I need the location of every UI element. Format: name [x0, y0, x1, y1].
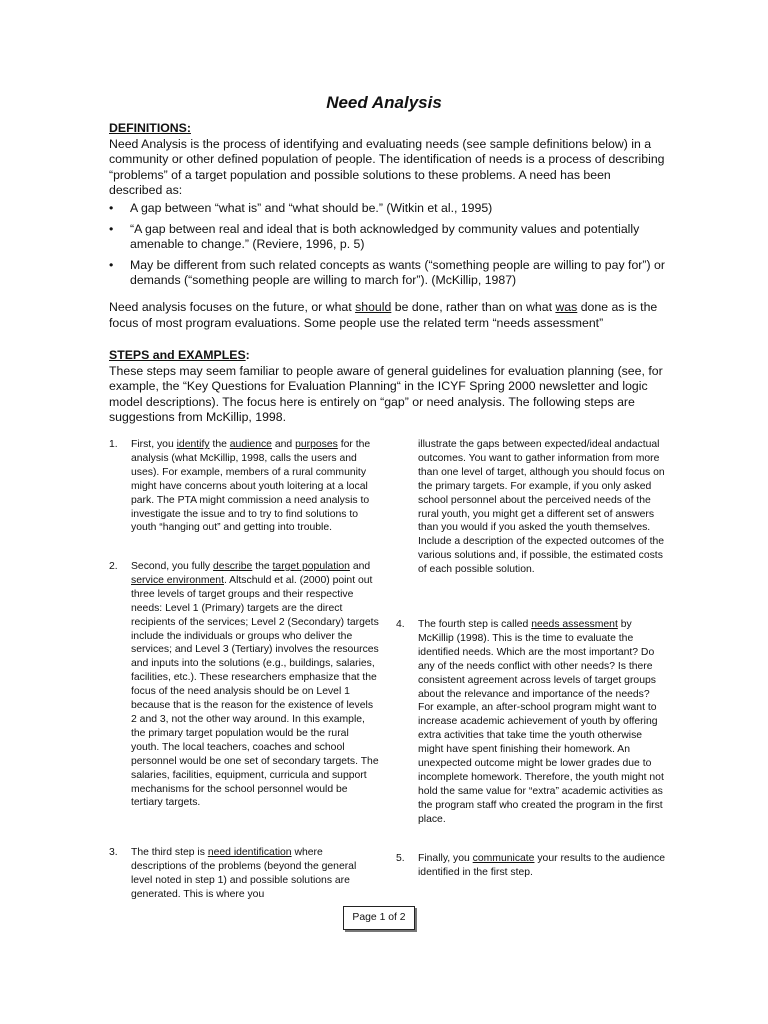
step-number: 3. — [109, 847, 118, 858]
page-title: Need Analysis — [326, 93, 442, 112]
step-item — [109, 438, 379, 535]
steps-heading: STEPS and EXAMPLES — [109, 348, 246, 362]
bullet-text: “A gap between real and ideal that is both acknowledged by community values and potentially amenable to change.” (Reviere, 1996, p. 5) — [130, 221, 640, 252]
step-span: Second, you fully — [131, 561, 214, 572]
step-text — [418, 852, 668, 880]
step-span: The fourth step is called — [418, 619, 532, 630]
step-keyword: purposes — [295, 439, 338, 450]
bullet-icon: • — [109, 221, 114, 236]
page-number-box: Page 1 of 2 — [343, 906, 415, 930]
step-span: and — [349, 561, 371, 572]
step-number: 1. — [109, 439, 118, 450]
step-item — [109, 846, 379, 902]
steps-heading-colon: : — [245, 348, 250, 362]
step-text — [131, 560, 379, 810]
bullet-item — [109, 222, 665, 253]
focus-text: be done, rather than on what — [391, 300, 556, 314]
step-keyword: communicate — [472, 853, 535, 864]
step-number: 5. — [396, 853, 405, 864]
step-item — [396, 852, 668, 880]
step-keyword: audience — [229, 439, 272, 450]
bullet-text: A gap between “what is” and “what should be.” (Witkin et al., 1995) — [130, 200, 493, 215]
step-span: the — [252, 561, 273, 572]
focus-underlined: was — [555, 300, 578, 314]
step-keyword: needs assessment — [531, 619, 618, 630]
bullet-icon: • — [109, 200, 114, 215]
bullet-icon: • — [109, 257, 114, 272]
step-item — [109, 560, 379, 810]
step-span: the — [209, 439, 230, 450]
step-span: . Altschuld et al. (2000) point out three levels of target groups and their respective needs: Level 1 (Primary) targets are the direct recipients of the services; Level 2 (Secondary) targets include the individuals or groups who deliver the services; and Level 3 (Tertiary) involves the resources and inputs into the solutions (e.g., buildings, salaries, facilities, etc.). These researchers emphasize that the focus of the need analysis should be on Level 1 because that is the reason for the existence of levels 2 and 3, not the other way around. In this example, the primary target population would be the rural youth. The local teachers, coaches and school personnel would be one set of secondary targets. The salaries, facilities, equipment, curricula and support mechanisms for the school personnel would be tertiary targets. — [131, 574, 379, 809]
step-continuation — [396, 438, 668, 577]
steps-intro: These steps may seem familiar to people aware of general guidelines for evaluation planning (see, for example, the “Key Questions for Evaluation Planning“ in the ICYF Spring 2000 newsletter and logic model descriptions). The focus here is entirely on “gap” or need analysis. The following steps are suggestions from McKillip, 1998. — [109, 363, 663, 425]
steps-section — [109, 348, 665, 426]
step-span: for the analysis (what McKillip, 1998, calls the users and uses). For example, members of a rural community might have concerns about youth loitering at a local park. The PTA might commission a need analysis to investigate the issue and to try to find solutions to youth “hanging out” and getting into trouble. — [131, 439, 371, 534]
steps-heading-line — [109, 348, 665, 364]
step-text — [131, 438, 379, 535]
step-span: and — [271, 439, 296, 450]
step-span: First, you — [131, 439, 177, 450]
focus-paragraph — [109, 300, 665, 331]
step-item — [396, 618, 668, 827]
bullet-item — [109, 258, 665, 289]
step-text — [131, 846, 379, 902]
definitions-section — [109, 121, 665, 289]
step-keyword: service environment — [131, 574, 224, 586]
step-keyword: target population — [272, 561, 350, 572]
step-keyword: describe — [213, 561, 253, 572]
step-span: The third step is — [131, 847, 208, 858]
step-span: by McKillip (1998). This is the time to evaluate the identified needs. Which are the most important? Do any of the needs conflict with other needs? Is there consistent agreement across levels of target groups about the relevance and importance of the needs? For example, an after-school program might want to increase academic achievement of youth by offering extra activities that take time the youth otherwise might have spent finishing their homework. An unexpected outcome might be lower grades due to incomplete homework. Therefore, the youth might not hold the same value for “extra” academic activities as the program staff who created the program in the first place. — [418, 619, 664, 825]
focus-text: done as is the focus of most program evaluations. Some people use the related term “needs assessment” — [109, 300, 658, 330]
step-span: where descriptions of the problems (beyond the general level noted in step 1) and possible solutions are generated. This is where you — [131, 847, 357, 900]
focus-text: Need analysis focuses on the future, or what — [109, 300, 356, 314]
step-number: 4. — [396, 619, 405, 630]
bullet-item — [109, 201, 665, 217]
definitions-bullet-list — [109, 201, 665, 289]
definitions-heading: DEFINITIONS: — [109, 121, 191, 135]
focus-underlined: should — [355, 300, 392, 314]
step-number: 2. — [109, 561, 118, 572]
step-text — [418, 618, 668, 827]
step-span: Finally, you — [418, 853, 473, 864]
step-text: illustrate the gaps between expected/ideal andactual outcomes. You want to gather information from more than one level of target, although you should focus on the primary targets. For example, if you only asked school personnel about the perceived needs of the rural youth, you might get a different set of answers than you would if you asked the youth themselves. Include a description of the expected outcomes of the various solutions and, if possible, the estimated costs of each possible solution. — [418, 439, 665, 576]
step-keyword: identify — [176, 439, 210, 450]
step-keyword: need identification — [207, 847, 292, 858]
definitions-intro: Need Analysis is the process of identifying and evaluating needs (see sample definitions below) in a community or other defined population of people. The identification of needs is a process of describing “problems” of a target population and possible solutions to these problems. A need has been described as: — [109, 136, 665, 198]
bullet-text: May be different from such related concepts as wants (“something people are willing to pay for”) or demands (“something people are willing to march for”). (McKillip, 1987) — [130, 257, 665, 288]
step-span: your results to the audience identified in the first step. — [418, 853, 666, 878]
